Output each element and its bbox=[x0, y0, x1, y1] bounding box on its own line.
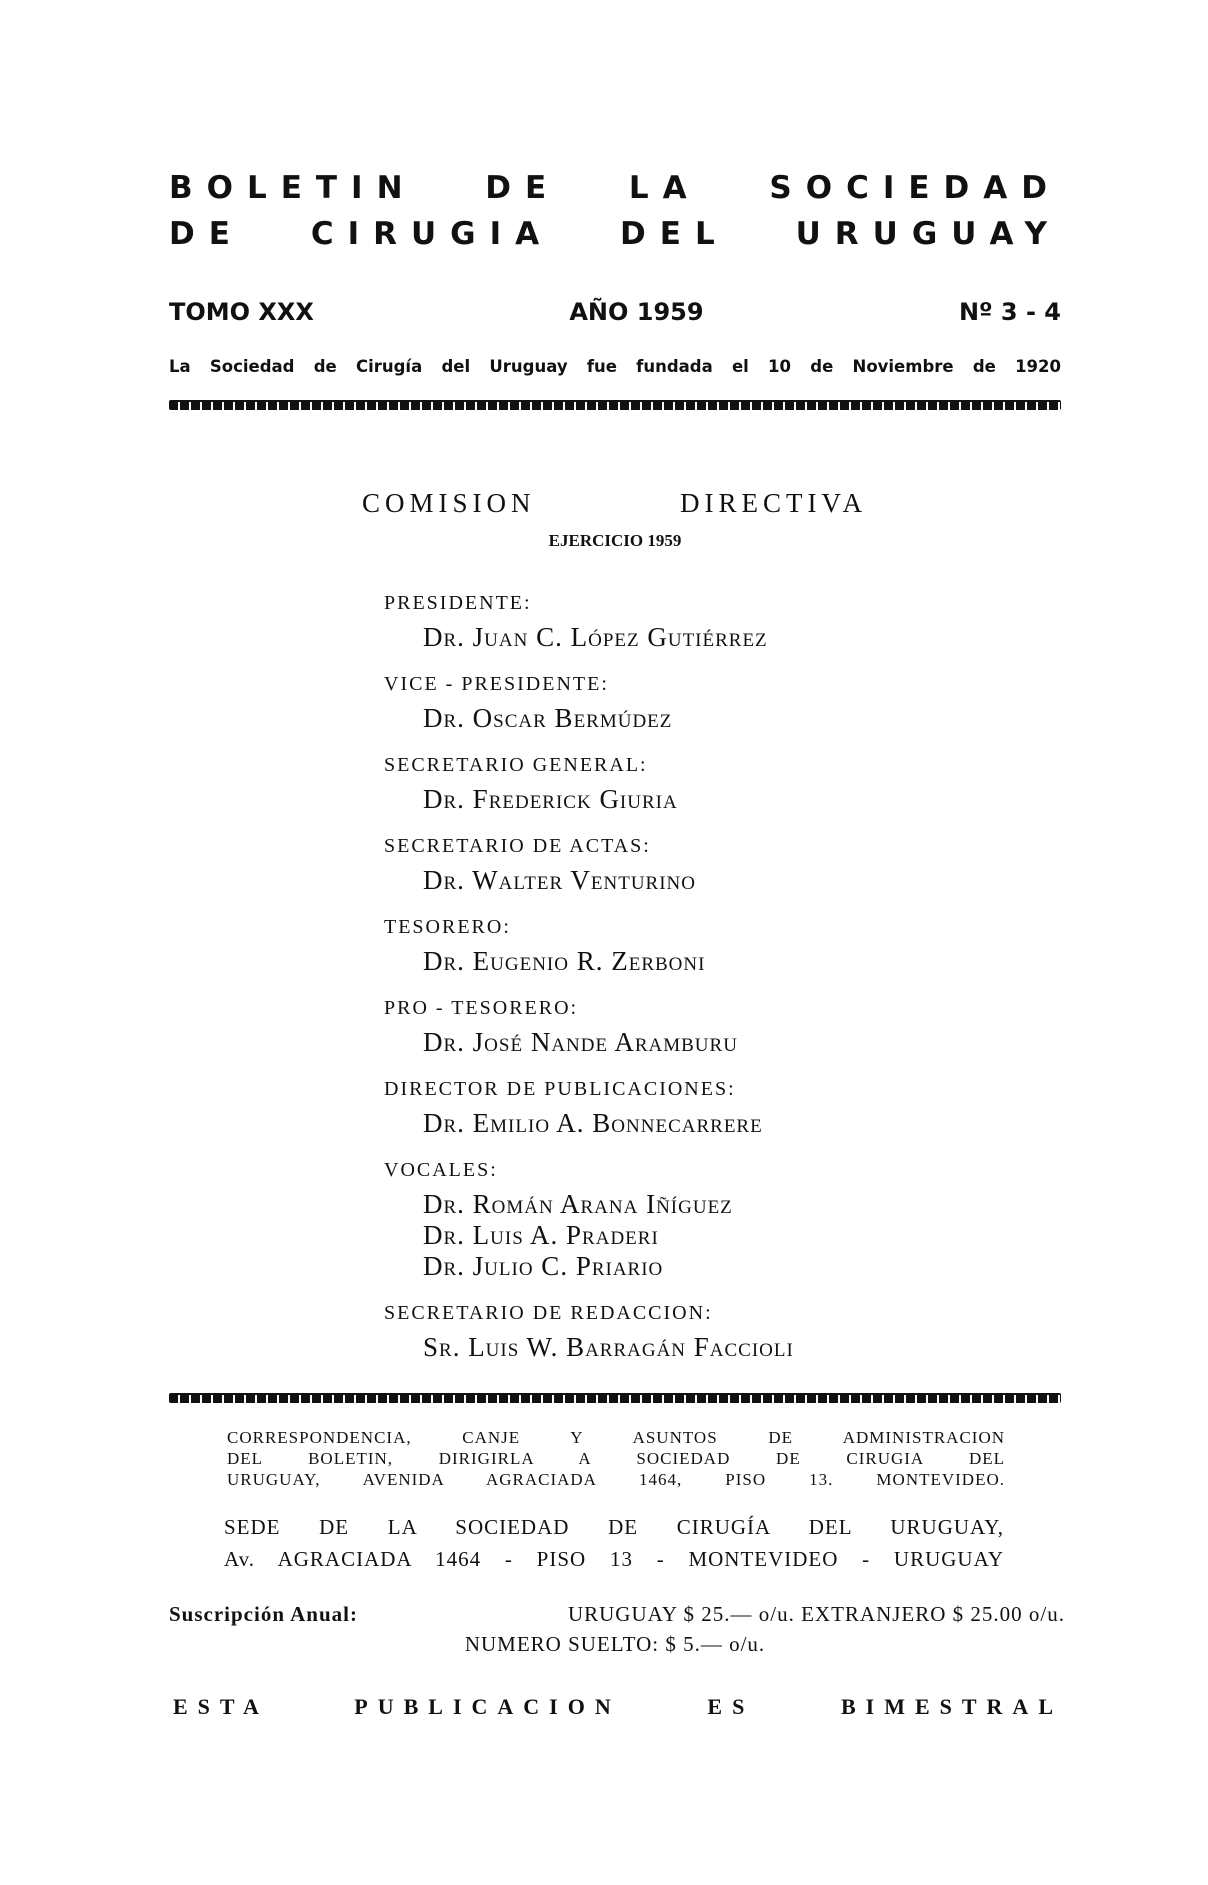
year: AÑO 1959 bbox=[569, 298, 704, 326]
commission-heading: COMISION DIRECTIVA bbox=[362, 488, 867, 518]
subscription-label: Suscripción Anual: bbox=[169, 1602, 358, 1626]
issue-info-row bbox=[169, 298, 1061, 326]
journal-title-line1: BOLETIN DE LA SOCIEDAD bbox=[169, 170, 1061, 206]
single-issue-price: NUMERO SUELTO: $ 5.— o/u. bbox=[464, 1632, 766, 1656]
member-name: Dr. Eugenio R. Zerboni bbox=[423, 946, 706, 976]
member-name: Dr. Frederick Giuria bbox=[423, 784, 678, 814]
journal-title-line2: DE CIRUGIA DEL URUGUAY bbox=[169, 216, 1061, 252]
member-name: Dr. Walter Venturino bbox=[423, 865, 696, 895]
periodicity-note: ESTA PUBLICACION ES BIMESTRAL bbox=[173, 1694, 1063, 1719]
subscription-prices: URUGUAY $ 25.— o/u. EXTRANJERO $ 25.00 o/u. bbox=[567, 1602, 1065, 1626]
member-role: VICE - PRESIDENTE: bbox=[384, 673, 609, 695]
member-role: TESORERO: bbox=[384, 916, 511, 938]
member-name: Dr. Emilio A. Bonnecarrere bbox=[423, 1108, 763, 1138]
member-name: Sr. Luis W. Barragán Faccioli bbox=[423, 1332, 794, 1362]
member-name: Dr. Luis A. Praderi bbox=[423, 1220, 659, 1250]
member-name: Dr. José Nande Aramburu bbox=[423, 1027, 738, 1057]
member-role: DIRECTOR DE PUBLICACIONES: bbox=[384, 1078, 736, 1100]
member-role: PRESIDENTE: bbox=[384, 592, 532, 614]
member-role: VOCALES: bbox=[384, 1159, 498, 1181]
correspondence-line: URUGUAY, AVENIDA AGRACIADA 1464, PISO 13. MONTEVIDEO. bbox=[227, 1470, 1005, 1489]
member-name: Dr. Julio C. Priario bbox=[423, 1251, 664, 1281]
volume: TOMO XXX bbox=[169, 298, 314, 326]
issue-number: Nº 3 - 4 bbox=[958, 298, 1061, 326]
correspondence-line: DEL BOLETIN, DIRIGIRLA A SOCIEDAD DE CIRUGIA DEL bbox=[227, 1449, 1005, 1468]
member-name: Dr. Román Arana Iñíguez bbox=[423, 1189, 733, 1219]
subscription-line bbox=[169, 1602, 1065, 1627]
member-role: SECRETARIO DE REDACCION: bbox=[384, 1302, 713, 1324]
member-role: PRO - TESORERO: bbox=[384, 997, 579, 1019]
founded-note: La Sociedad de Cirugía del Uruguay fue fundada el 10 de Noviembre de 1920 bbox=[169, 357, 1061, 376]
commission-subheading: EJERCICIO 1959 bbox=[548, 531, 682, 550]
member-name: Dr. Oscar Bermúdez bbox=[423, 703, 673, 733]
ornamental-rule bbox=[169, 400, 1061, 410]
member-name: Dr. Juan C. López Gutiérrez bbox=[423, 622, 768, 652]
member-role: SECRETARIO GENERAL: bbox=[384, 754, 648, 776]
ornamental-rule bbox=[169, 1393, 1061, 1403]
sede-line: Av. AGRACIADA 1464 - PISO 13 - MONTEVIDEO - URUGUAY bbox=[224, 1547, 1004, 1571]
member-role: SECRETARIO DE ACTAS: bbox=[384, 835, 651, 857]
sede-line: SEDE DE LA SOCIEDAD DE CIRUGÍA DEL URUGUAY, bbox=[224, 1515, 1004, 1539]
correspondence-line: CORRESPONDENCIA, CANJE Y ASUNTOS DE ADMINISTRACION bbox=[227, 1428, 1005, 1447]
